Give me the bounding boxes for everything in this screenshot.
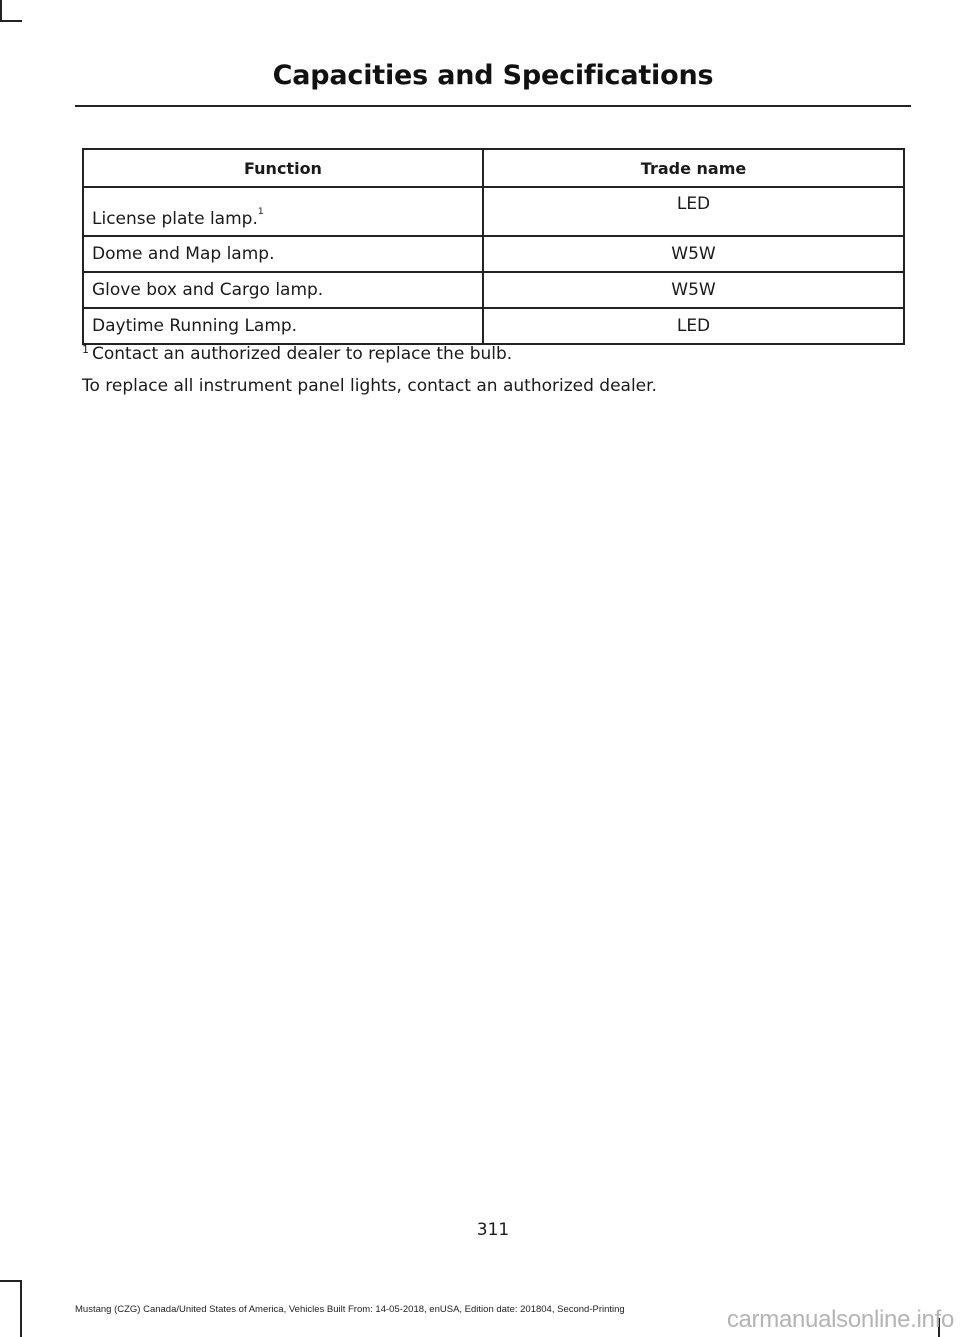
page-title: Capacities and Specifications <box>272 60 714 91</box>
footnote-ref: 1 <box>257 207 264 217</box>
trade-name-cell: W5W <box>483 236 904 272</box>
page-number: 311 <box>476 1220 510 1240</box>
table-row <box>83 236 904 272</box>
footnote <box>82 344 512 364</box>
trade-name-cell: LED <box>483 308 904 344</box>
table-row <box>83 308 904 344</box>
function-cell: Daytime Running Lamp. <box>83 308 483 344</box>
watermark: carmanualsonline.info <box>726 1306 954 1333</box>
footnote-text: Contact an authorized dealer to replace the bulb. <box>92 344 513 364</box>
table-row <box>83 187 904 236</box>
crop-mark-bottom-left-h <box>0 1280 22 1282</box>
trade-name-cell: LED <box>483 187 904 236</box>
function-cell <box>83 187 483 236</box>
column-header-trade-name: Trade name <box>483 149 904 187</box>
function-text: License plate lamp. <box>92 209 258 229</box>
footnote-marker: 1 <box>82 343 89 356</box>
trade-name-cell: W5W <box>483 272 904 308</box>
crop-mark-top-left-v <box>0 0 2 22</box>
crop-mark-bottom-left-v <box>20 1280 22 1337</box>
function-cell: Dome and Map lamp. <box>83 236 483 272</box>
crop-mark-top-left-h <box>0 20 22 22</box>
bulb-spec-table <box>82 148 905 345</box>
table-header-row <box>83 149 904 187</box>
footer-text: Mustang (CZG) Canada/United States of America, Vehicles Built From: 14-05-2018, enUSA, Edition date: 201804, Second-Printing <box>75 1304 625 1315</box>
header-rule <box>75 105 911 107</box>
table-row <box>83 272 904 308</box>
column-header-function: Function <box>83 149 483 187</box>
function-cell: Glove box and Cargo lamp. <box>83 272 483 308</box>
body-paragraph: To replace all instrument panel lights, contact an authorized dealer. <box>82 376 657 396</box>
